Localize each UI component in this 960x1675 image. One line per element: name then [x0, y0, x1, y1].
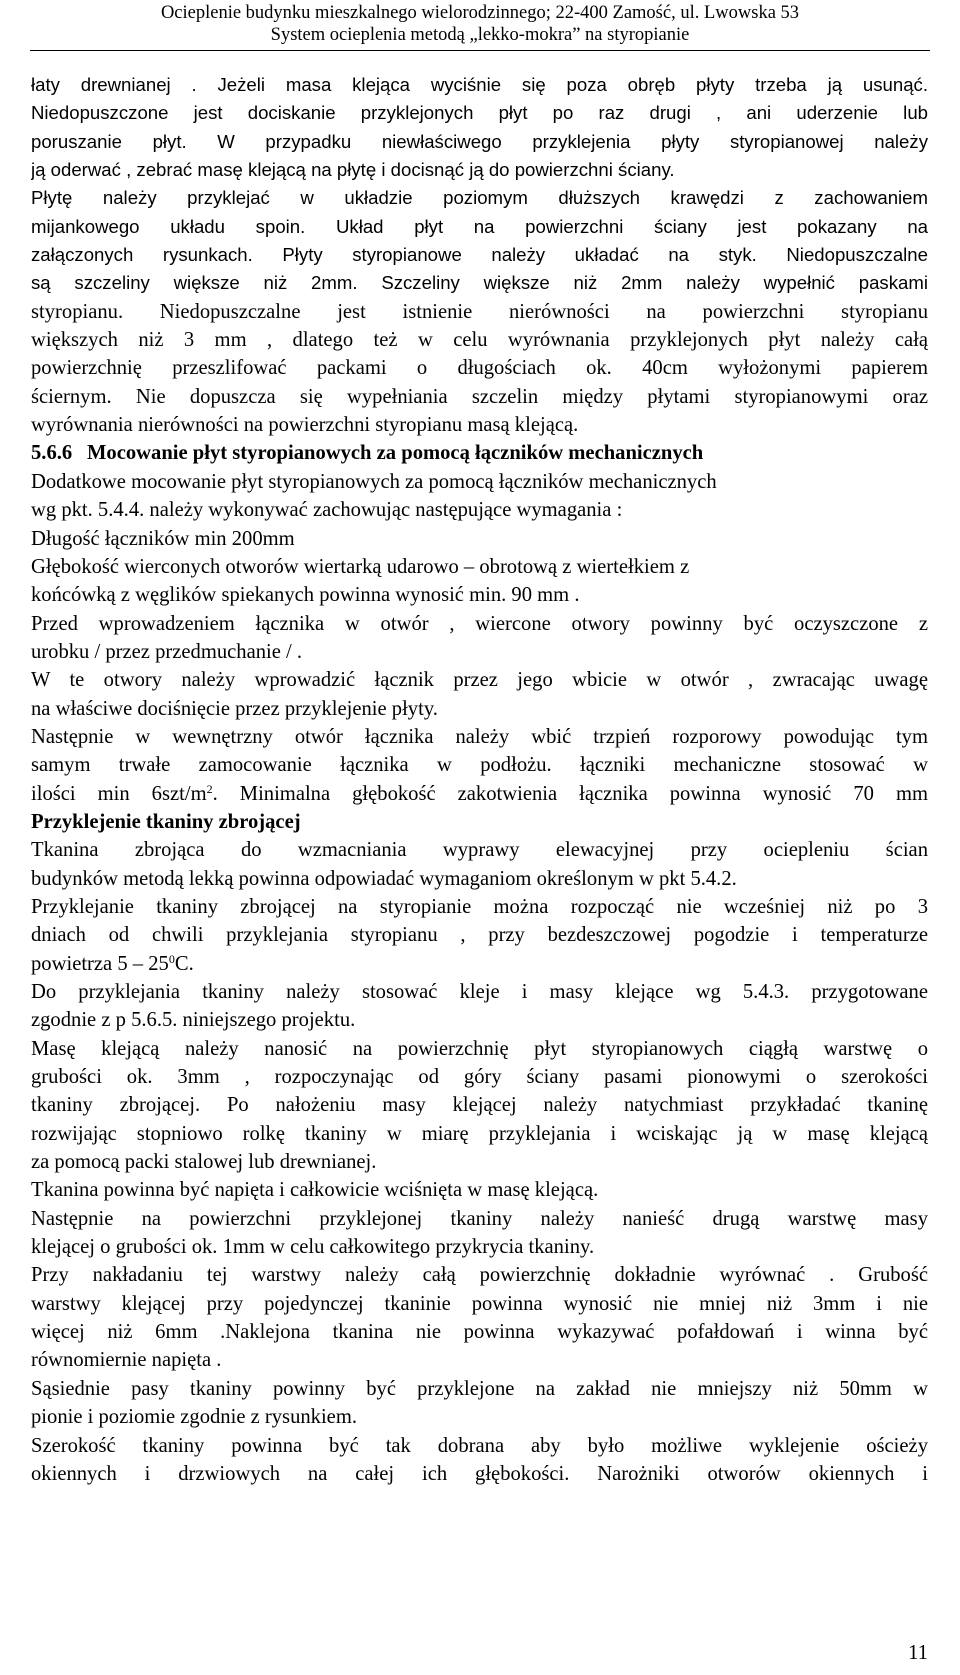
subheading: Przyklejenie tkaniny zbrojącej — [31, 810, 301, 833]
page-header — [30, 2, 930, 46]
text-line: załączonych rysunkach. Płyty styropianowe należy układać na styk. Niedopuszczalne — [31, 244, 928, 266]
text-line: Szerokość tkaniny powinna być tak dobrana aby było możliwe wyklejenie ościeży — [31, 1434, 928, 1457]
text-line: ją oderwać , zebrać masę klejącą na płytę i docisnąć ją do powierzchni ściany. — [31, 159, 675, 181]
text-line: Przyklejanie tkaniny zbrojącej na styropianie można rozpocząć nie wcześniej niż po 3 — [31, 895, 928, 918]
text-line: grubości ok. 3mm , rozpoczynając od góry ściany pasami pionowymi o szerokości — [31, 1066, 928, 1089]
superscript: 0 — [168, 951, 175, 966]
text-line: Dodatkowe mocowanie płyt styropianowych za pomocą łączników mechanicznych — [31, 470, 717, 493]
text-line: większych niż 3 mm , dlatego też w celu wyrównania przyklejonych płyt należy całą — [31, 329, 928, 352]
text-line: są szczeliny większe niż 2mm. Szczeliny większe niż 2mm należy wypełnić paskami — [31, 272, 928, 294]
text-line: urobku / przez przedmuchanie / . — [31, 640, 303, 663]
document-body — [31, 71, 928, 1488]
text-line: Przed wprowadzeniem łącznika w otwór , wiercone otwory powinny być oczyszczone z — [31, 612, 928, 635]
text-line — [31, 780, 928, 808]
text-line: Płytę należy przyklejać w układzie poziomym dłuższych krawędzi z zachowaniem — [31, 187, 928, 209]
text-line: Tkanina powinna być napięta i całkowicie wciśnięta w masę klejącą. — [31, 1179, 599, 1202]
text-line: Głębokość wierconych otworów wiertarką udarowo – obrotową z wiertełkiem z — [31, 555, 690, 578]
text-line: Sąsiednie pasy tkaniny powinny być przyklejone na zakład nie mniejszy niż 50mm w — [31, 1377, 928, 1400]
text-line: na właściwe dociśnięcie przez przyklejenie płyty. — [31, 697, 438, 720]
text-line: Następnie na powierzchni przyklejonej tkaniny należy nanieść drugą warstwę masy — [31, 1207, 928, 1230]
text-line: dniach od chwili przyklejania styropianu , przy bezdeszczowej pogodzie i temperaturze — [31, 924, 928, 947]
text-line: Przy nakładaniu tej warstwy należy całą powierzchnię dokładnie wyrównać . Grubość — [31, 1264, 928, 1287]
text-line: budynków metodą lekką powinna odpowiadać wymaganiom określonym w pkt 5.4.2. — [31, 867, 737, 890]
text-line: klejącej o grubości ok. 1mm w celu całkowitego przykrycia tkaniny. — [31, 1236, 595, 1259]
text-line: końcówką z węglików spiekanych powinna wynosić min. 90 mm . — [31, 584, 580, 607]
text-line: Następnie w wewnętrzny otwór łącznika należy wbić trzpień rozporowy powodując tym — [31, 725, 928, 748]
text-line: zgodnie z p 5.6.5. niniejszego projektu. — [31, 1009, 356, 1032]
text-line: powierzchnię przeszlifować packami o długościach ok. 40cm wyłożonymi papierem — [31, 357, 928, 380]
section-number: 5.6.6 — [31, 442, 73, 465]
superscript: 2 — [206, 781, 213, 796]
section-heading — [31, 439, 928, 467]
text-line: więcej niż 6mm .Naklejona tkanina nie powinna wykazywać pofałdowań i winna być — [31, 1321, 928, 1344]
text-fragment: powietrza 5 – 25 — [31, 952, 169, 975]
header-line-2: System ocieplenia metodą „lekko-mokra” na styropianie — [270, 25, 690, 45]
text-line: Tkanina zbrojąca do wzmacniania wyprawy elewacyjnej przy ociepleniu ścian — [31, 839, 928, 862]
text-line: Do przyklejania tkaniny należy stosować kleje i masy klejące wg 5.4.3. przygotowane — [31, 981, 928, 1003]
text-line: wg pkt. 5.4.4. należy wykonywać zachowując następujące wymagania : — [31, 499, 623, 522]
text-line: W te otwory należy wprowadzić łącznik przez jego wbicie w otwór , zwracając uwagę — [31, 669, 928, 692]
section-title: Mocowanie płyt styropianowych za pomocą łączników mechanicznych — [87, 442, 704, 465]
text-line: tkaniny zbrojącej. Po nałożeniu masy klejącej należy natychmiast przykładać tkaninę — [31, 1094, 928, 1117]
text-line: mijankowego układu spoin. Układ płyt na powierzchni ściany jest pokazany na — [31, 215, 928, 237]
text-line: okiennych i drzwiowych na całej ich głębokości. Narożniki otworów okiennych i — [31, 1462, 928, 1485]
text-line: Masę klejącą należy nanosić na powierzchnię płyt styropianowych ciągłą warstwę o — [31, 1037, 928, 1060]
text-line: łaty drewnianej . Jeżeli masa klejąca wyciśnie się poza obręb płyty trzeba ją usunąć. — [31, 74, 928, 95]
text-line: za pomocą packi stalowej lub drewnianej. — [31, 1151, 377, 1174]
header-divider — [30, 50, 930, 51]
text-line: wyrównania nierówności na powierzchni styropianu masą klejącą. — [31, 414, 579, 437]
text-line: poruszanie płyt. W przypadku niewłaściwego przyklejenia płyty styropianowej należy — [31, 130, 928, 152]
text-line: Niedopuszczone jest dociskanie przyklejonych płyt po raz drugi , ani uderzenie lub — [31, 102, 928, 124]
header-line-1: Ocieplenie budynku mieszkalnego wielorodzinnego; 22-400 Zamość, ul. Lwowska 53 — [160, 3, 800, 23]
text-line: rozwijając stopniowo rolkę tkaniny w miarę przyklejania i wciskając ją w masę klejącą — [31, 1122, 928, 1145]
text-line: równomiernie napięta . — [31, 1349, 222, 1372]
text-line: styropianu. Niedopuszczalne jest istnienie nierówności na powierzchni styropianu — [31, 300, 928, 323]
text-fragment: ilości min 6szt/m — [31, 782, 207, 805]
text-line: samym trwałe zamocowanie łącznika w podłożu. łączniki mechaniczne stosować w — [31, 754, 928, 777]
text-fragment: C. — [174, 952, 194, 975]
page-number: 11 — [908, 1642, 928, 1664]
text-line: Długość łączników min 200mm — [31, 527, 295, 550]
text-line — [31, 950, 928, 978]
text-line: pionie i poziomie zgodnie z rysunkiem. — [31, 1406, 357, 1429]
text-line: warstwy klejącej przy pojedynczej tkaninie powinna wynosić nie mniej niż 3mm i nie — [31, 1292, 928, 1315]
text-fragment: . Minimalna głębokość zakotwienia łącznika powinna wynosić 70 mm — [212, 782, 928, 805]
text-line: ściernym. Nie dopuszcza się wypełniania szczelin między płytami styropianowymi oraz — [31, 385, 928, 408]
